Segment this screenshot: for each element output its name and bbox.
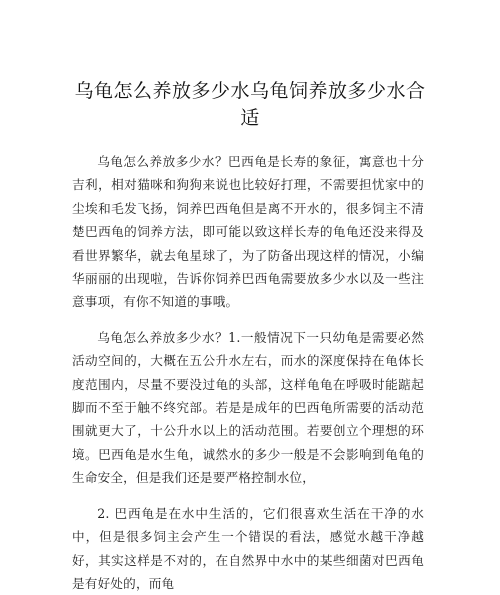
paragraph-3: 2. 巴西龟是在水中生活的，它们很喜欢生活在干净的水中，但是很多饲主会产生一个错误的看法，感觉水越干净越好，其实这样是不对的，在自然界中水中的某些细菌对巴西龟是有好处的，而龟 xyxy=(72,505,424,591)
paragraph-2: 乌龟怎么养放多少水？1.一般情况下一只幼龟是需要必然活动空间的，大概在五公升水左右，而水的深度保持在龟体长度范围内，尽量不要没过龟的头部，这样龟龟在呼吸时能踮起脚而不至于触不终究部。若是是成年的巴西龟所需要的活动范围就更大了，十公升水以上的活动范围。若要创立个理想的环境。巴西龟是水生龟，诚然水的多少一般是不会影响到龟龟的生命安全，但是我们还是要严格控制水位， xyxy=(72,329,424,486)
document-title: 乌龟怎么养放多少水乌龟饲养放多少水合适 xyxy=(74,80,426,129)
document-body xyxy=(72,150,424,595)
paragraph-1: 乌龟怎么养放多少水？巴西龟是长寿的象征，寓意也十分吉利，相对猫咪和狗狗来说也比较好打理，不需要担忧家中的尘埃和毛发飞扬，饲养巴西龟但是离不开水的，很多饲主不清楚巴西龟的饲养方法，即可能以致这样长寿的龟龟还没来得及看世界繁华，就去龟星球了，为了防备出现这样的情况，小编华丽丽的出现啦，告诉你饲养巴西龟需要放多少水以及一些注意事项，有你不知道的事哦。 xyxy=(72,154,424,310)
